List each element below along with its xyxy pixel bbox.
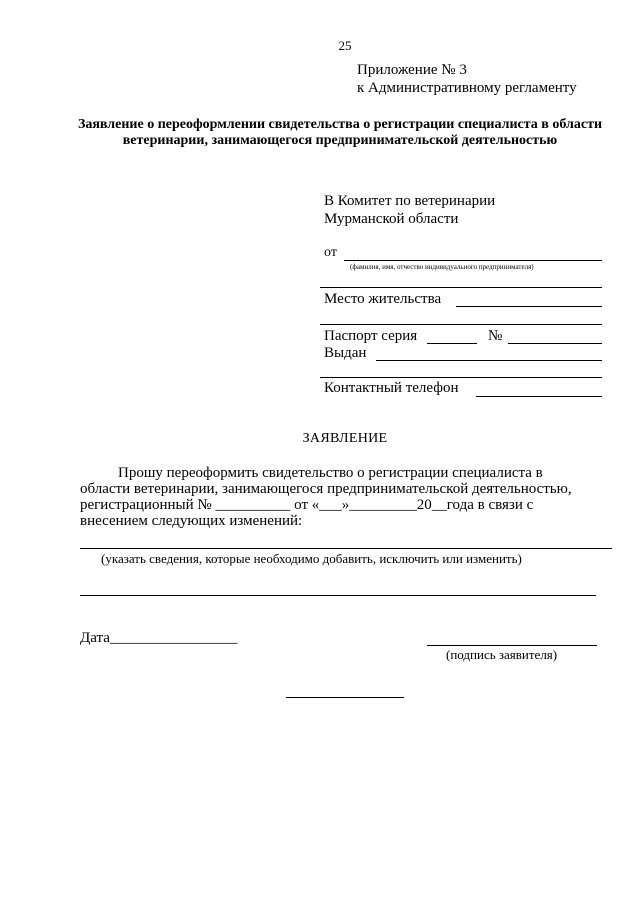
changes-hint: (указать сведения, которые необходимо добавить, исключить или изменить) [101, 551, 522, 566]
page-number: 25 [338, 38, 352, 53]
residence-label: Место жительства [324, 291, 442, 307]
statement-line-3: регистрационный № __________ от «___»_________20__года в связи с [80, 497, 534, 513]
issued-extra-line[interactable] [320, 377, 602, 378]
document-title: Заявление о переоформлении свидетельства о регистрации специалиста в области ветеринарии, занимающегося предпринимательской деятельностью [77, 117, 603, 148]
signature-line[interactable] [427, 645, 597, 646]
from-hint: (фамилия, имя, отчество индивидуального предпринимателя) [350, 263, 534, 271]
passport-series-label: Паспорт серия [324, 328, 418, 344]
passport-number-label: № [488, 328, 503, 344]
statement-line-4: внесением следующих изменений: [80, 513, 303, 529]
passport-number-line[interactable] [508, 343, 602, 344]
residence-line[interactable] [456, 306, 602, 307]
addressee-line-2: Мурманской области [324, 211, 459, 227]
statement-body [80, 465, 610, 529]
appendix-number: Приложение № 3 [357, 62, 467, 78]
date-field[interactable]: Дата_________________ [80, 630, 238, 646]
issued-line[interactable] [376, 360, 602, 361]
statement-line-1: Прошу переоформить свидетельство о регистрации специалиста в [118, 465, 543, 481]
signature-hint: (подпись заявителя) [446, 647, 558, 662]
from-label: от [324, 245, 337, 260]
statement-line-2: области ветеринарии, занимающегося предпринимательской деятельностью, [80, 481, 572, 497]
from-extra-line[interactable] [320, 287, 602, 288]
phone-line[interactable] [476, 396, 602, 397]
statement-heading: ЗАЯВЛЕНИЕ [302, 431, 388, 446]
addressee-line-1: В Комитет по ветеринарии [324, 193, 496, 209]
phone-label: Контактный телефон [324, 380, 459, 396]
passport-series-line[interactable] [427, 343, 477, 344]
issued-label: Выдан [324, 345, 367, 361]
from-name-line[interactable] [344, 260, 602, 261]
appendix-reference: к Административному регламенту [357, 80, 577, 96]
residence-extra-line[interactable] [320, 324, 602, 325]
changes-line-2[interactable] [80, 595, 596, 596]
footer-rule [286, 697, 404, 698]
changes-line-1[interactable] [80, 548, 612, 549]
